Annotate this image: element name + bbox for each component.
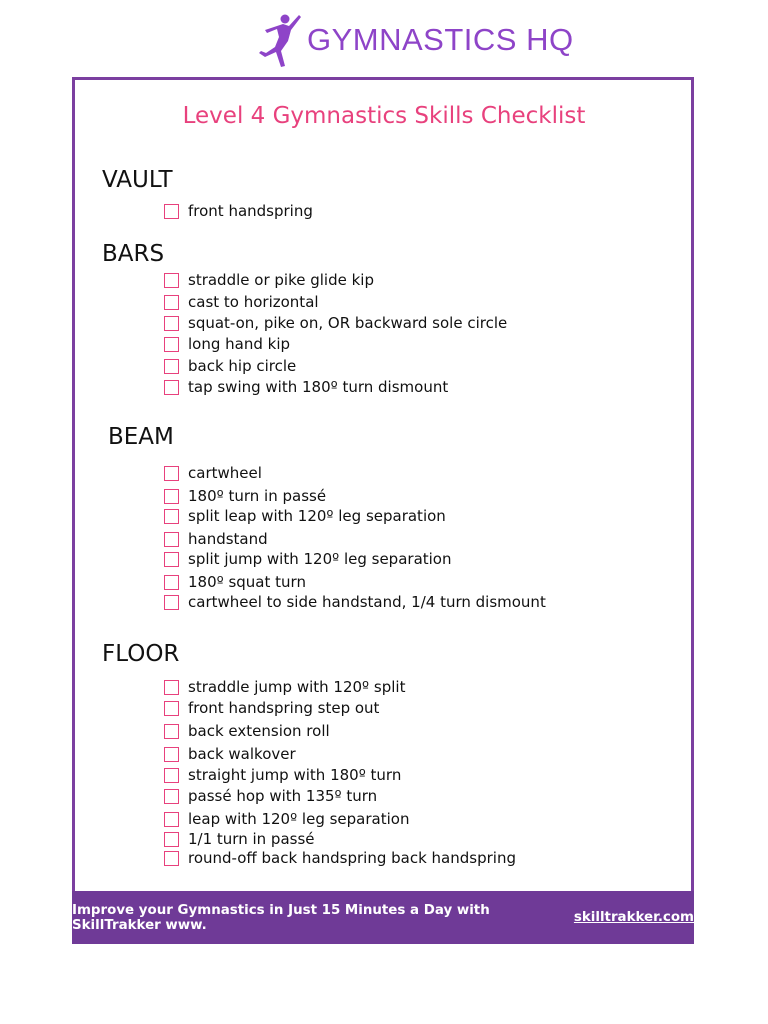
checklist-item[interactable]: back hip circle bbox=[164, 357, 296, 375]
section-heading-vault: VAULT bbox=[102, 167, 173, 193]
checklist-item[interactable]: split jump with 120º leg separation bbox=[164, 550, 452, 568]
checkbox[interactable] bbox=[164, 747, 179, 762]
checklist-item[interactable]: cartwheel to side handstand, 1/4 turn dismount bbox=[164, 593, 546, 611]
page-title: Level 4 Gymnastics Skills Checklist bbox=[182, 103, 586, 129]
checkbox[interactable] bbox=[164, 316, 179, 331]
checklist-item[interactable]: handstand bbox=[164, 530, 268, 548]
checklist-item[interactable]: front handspring bbox=[164, 202, 313, 220]
checkbox[interactable] bbox=[164, 273, 179, 288]
checkbox[interactable] bbox=[164, 359, 179, 374]
checklist-item[interactable]: split leap with 120º leg separation bbox=[164, 507, 446, 525]
checklist-item[interactable]: straddle or pike glide kip bbox=[164, 271, 374, 289]
checkbox[interactable] bbox=[164, 295, 179, 310]
checkbox[interactable] bbox=[164, 337, 179, 352]
checklist-item[interactable]: back extension roll bbox=[164, 722, 330, 740]
checkbox[interactable] bbox=[164, 595, 179, 610]
checklist-item[interactable]: 180º squat turn bbox=[164, 573, 306, 591]
gymnast-icon bbox=[255, 11, 303, 69]
logo-text: GYMNASTICS HQ bbox=[307, 22, 574, 57]
footer-link[interactable]: skilltrakker.com bbox=[573, 910, 694, 925]
checkbox[interactable] bbox=[164, 489, 179, 504]
footer-banner bbox=[72, 891, 694, 944]
checkbox[interactable] bbox=[164, 532, 179, 547]
checklist-item[interactable]: straddle jump with 120º split bbox=[164, 678, 405, 696]
footer-text: Improve your Gymnastics in Just 15 Minutes a Day with SkillTrakker www. bbox=[72, 902, 490, 933]
section-heading-beam: BEAM bbox=[108, 424, 174, 450]
checkbox[interactable] bbox=[164, 851, 179, 866]
section-heading-bars: BARS bbox=[102, 241, 165, 267]
checkbox[interactable] bbox=[164, 789, 179, 804]
logo bbox=[255, 10, 574, 70]
checkbox[interactable] bbox=[164, 575, 179, 590]
checkbox[interactable] bbox=[164, 832, 179, 847]
checklist-item[interactable]: front handspring step out bbox=[164, 699, 379, 717]
checkbox[interactable] bbox=[164, 552, 179, 567]
checklist-item[interactable]: round-off back handspring back handspring bbox=[164, 849, 516, 867]
checklist-item[interactable]: tap swing with 180º turn dismount bbox=[164, 378, 448, 396]
checkbox[interactable] bbox=[164, 724, 179, 739]
section-heading-floor: FLOOR bbox=[102, 641, 180, 667]
checkbox[interactable] bbox=[164, 466, 179, 481]
checkbox[interactable] bbox=[164, 812, 179, 827]
checklist-item[interactable]: straight jump with 180º turn bbox=[164, 766, 401, 784]
checklist-item[interactable]: 180º turn in passé bbox=[164, 487, 326, 505]
checklist-item[interactable]: 1/1 turn in passé bbox=[164, 830, 315, 848]
checklist-item[interactable]: passé hop with 135º turn bbox=[164, 787, 377, 805]
checkbox[interactable] bbox=[164, 509, 179, 524]
checklist-item[interactable]: long hand kip bbox=[164, 335, 290, 353]
checkbox[interactable] bbox=[164, 380, 179, 395]
checklist-item[interactable]: cast to horizontal bbox=[164, 293, 319, 311]
checklist-item[interactable]: back walkover bbox=[164, 745, 296, 763]
checklist-item[interactable]: squat-on, pike on, OR backward sole circle bbox=[164, 314, 507, 332]
checkbox[interactable] bbox=[164, 701, 179, 716]
checkbox[interactable] bbox=[164, 768, 179, 783]
checklist-item[interactable]: leap with 120º leg separation bbox=[164, 810, 409, 828]
checklist-item[interactable]: cartwheel bbox=[164, 464, 262, 482]
checkbox[interactable] bbox=[164, 204, 179, 219]
checkbox[interactable] bbox=[164, 680, 179, 695]
